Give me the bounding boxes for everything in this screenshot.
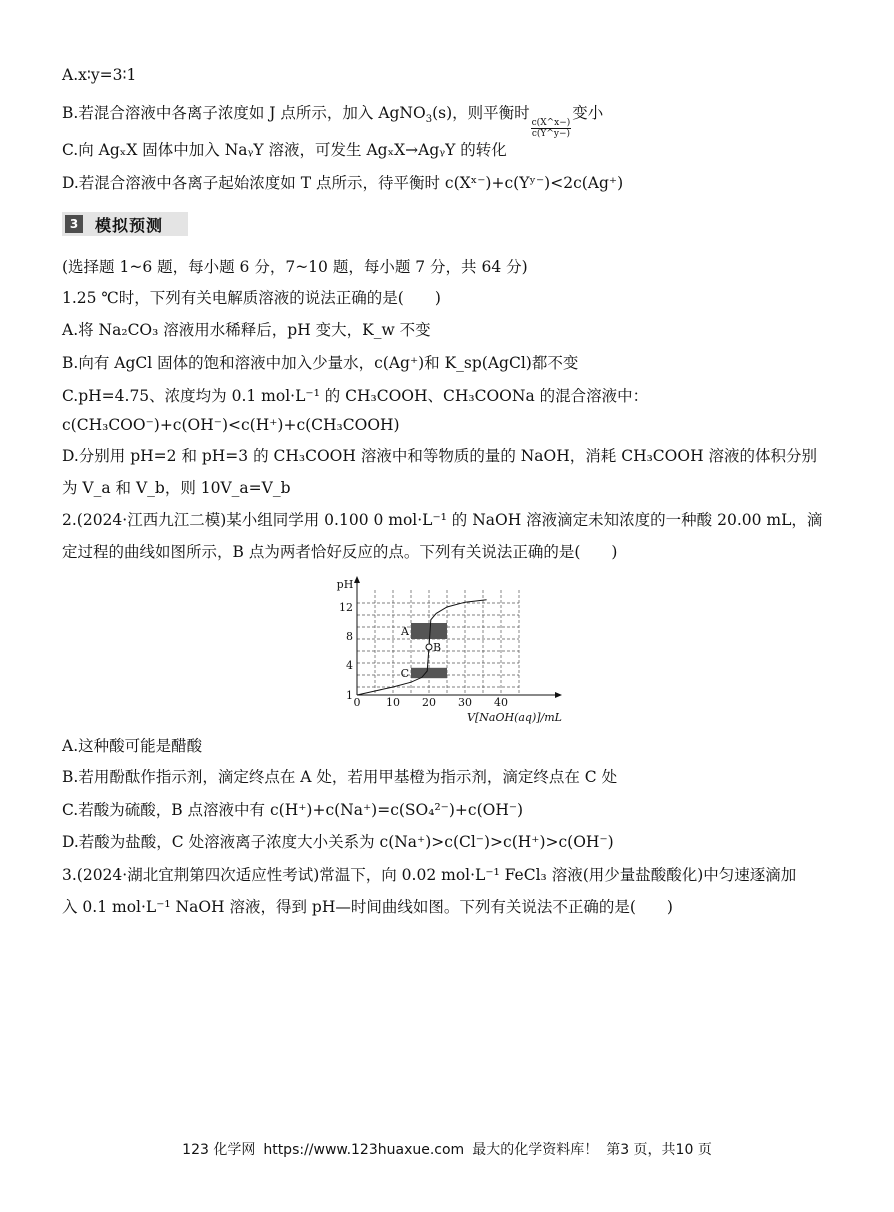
option-d-prev: D.若混合溶液中各离子起始浓度如 T 点所示，待平衡时 c(Xˣ⁻)+c(Yʸ⁻)<2c(Ag⁺) — [62, 174, 624, 192]
option-c-prev: C.向 AgₓX 固体中加入 NaᵧY 溶液，可发生 AgₓX→AgᵧY 的转化 — [62, 141, 507, 159]
instructions: (选择题 1~6 题，每小题 6 分，7~10 题，每小题 7 分，共 64 分) — [62, 258, 528, 276]
range-box-a — [411, 623, 447, 639]
option-b-prev-mid: (s)，则平衡时 — [432, 104, 530, 122]
y-axis-arrow — [354, 576, 360, 583]
q1-option-c-line2: c(CH₃COO⁻)+c(OH⁻)<c(H⁺)+c(CH₃COOH) — [62, 416, 400, 434]
q3-stem-line2: 入 0.1 mol·L⁻¹ NaOH 溶液，得到 pH—时间曲线如图。下列有关说法不正确的是( ) — [62, 898, 673, 916]
chart-axes — [354, 576, 562, 698]
ratio-numerator: c(X^x−) — [531, 118, 571, 128]
chart-series — [357, 600, 487, 695]
ratio-denominator: c(Y^y−) — [531, 129, 571, 139]
x-tick-label: 0 — [353, 696, 361, 709]
y-tick-label: 1 — [346, 689, 353, 702]
q3-stem-line1: 3.(2024·湖北宜荆第四次适应性考试)常温下，向 0.02 mol·L⁻¹ FeCl₃ 溶液(用少量盐酸酸化)中匀速逐滴加 — [62, 866, 797, 884]
option-b-prev — [62, 103, 603, 139]
range-label-a: A — [401, 625, 409, 638]
section-title: 模拟预测 — [95, 215, 164, 235]
q1-option-a: A.将 Na₂CO₃ 溶液用水稀释后，pH 变大，K_w 不变 — [62, 321, 431, 339]
x-axis-arrow — [555, 692, 562, 698]
q1-option-c-line1: C.pH=4.75、浓度均为 0.1 mol·L⁻¹ 的 CH₃COOH、CH₃COONa 的混合溶液中： — [62, 387, 649, 405]
q1-option-d-line2: 为 V_a 和 V_b，则 10V_a=V_b — [62, 479, 291, 497]
point-label-b: B — [433, 641, 442, 654]
x-tick-label: 30 — [458, 696, 472, 709]
titration-curve — [357, 600, 487, 695]
page-footer — [0, 1139, 894, 1159]
q2-option-b: B.若用酚酞作指示剂，滴定终点在 A 处，若用甲基橙为指示剂，滴定终点在 C 处 — [62, 768, 618, 786]
titration-chart — [330, 572, 570, 732]
x-tick-label: 10 — [386, 696, 400, 709]
footer-url[interactable]: https://www.123huaxue.com — [263, 1142, 465, 1158]
option-b-prev-post: 变小 — [572, 104, 604, 122]
y-axis-label: pH — [336, 578, 354, 591]
ratio-fraction — [531, 118, 572, 139]
q1-stem: 1.25 ℃时，下列有关电解质溶液的说法正确的是( ) — [62, 289, 441, 307]
footer-slogan: 最大的化学资料库！ — [472, 1142, 599, 1158]
option-b-prev-sub: 3 — [425, 114, 433, 126]
x-tick-label: 40 — [494, 696, 508, 709]
footer-page: 第3 页，共10 页 — [606, 1142, 712, 1158]
y-tick-label: 8 — [346, 630, 353, 643]
section-number-icon: 3 — [65, 215, 83, 233]
option-a-prev: A.x∶y=3∶1 — [62, 66, 137, 84]
x-axis-label: V[NaOH(aq)]/mL — [467, 711, 562, 724]
y-tick-label: 12 — [339, 601, 353, 614]
q2-option-d: D.若酸为盐酸，C 处溶液离子浓度大小关系为 c(Na⁺)>c(Cl⁻)>c(H⁺)>c(OH⁻) — [62, 833, 614, 851]
range-label-c: C — [400, 667, 409, 680]
range-box-c — [411, 668, 447, 678]
point-b — [426, 644, 432, 650]
q1-option-b: B.向有 AgCl 固体的饱和溶液中加入少量水，c(Ag⁺)和 K_sp(AgCl)都不变 — [62, 354, 579, 372]
section-header — [62, 212, 188, 236]
q2-option-a: A.这种酸可能是醋酸 — [62, 737, 203, 755]
x-tick-label: 20 — [422, 696, 436, 709]
q2-stem-line1: 2.(2024·江西九江二模)某小组同学用 0.100 0 mol·L⁻¹ 的 NaOH 溶液滴定未知浓度的一种酸 20.00 mL，滴 — [62, 511, 823, 529]
footer-site: 123 化学网 — [182, 1142, 256, 1158]
q2-option-c: C.若酸为硫酸，B 点溶液中有 c(H⁺)+c(Na⁺)=c(SO₄²⁻)+c(OH⁻) — [62, 801, 524, 819]
option-b-prev-text: B.若混合溶液中各离子浓度如 J 点所示，加入 AgNO — [62, 104, 426, 122]
y-tick-label: 4 — [346, 659, 353, 672]
q1-option-d-line1: D.分别用 pH=2 和 pH=3 的 CH₃COOH 溶液中和等物质的量的 NaOH，消耗 CH₃COOH 溶液的体积分别 — [62, 447, 818, 465]
q2-stem-line2: 定过程的曲线如图所示，B 点为两者恰好反应的点。下列有关说法正确的是( ) — [62, 543, 618, 561]
